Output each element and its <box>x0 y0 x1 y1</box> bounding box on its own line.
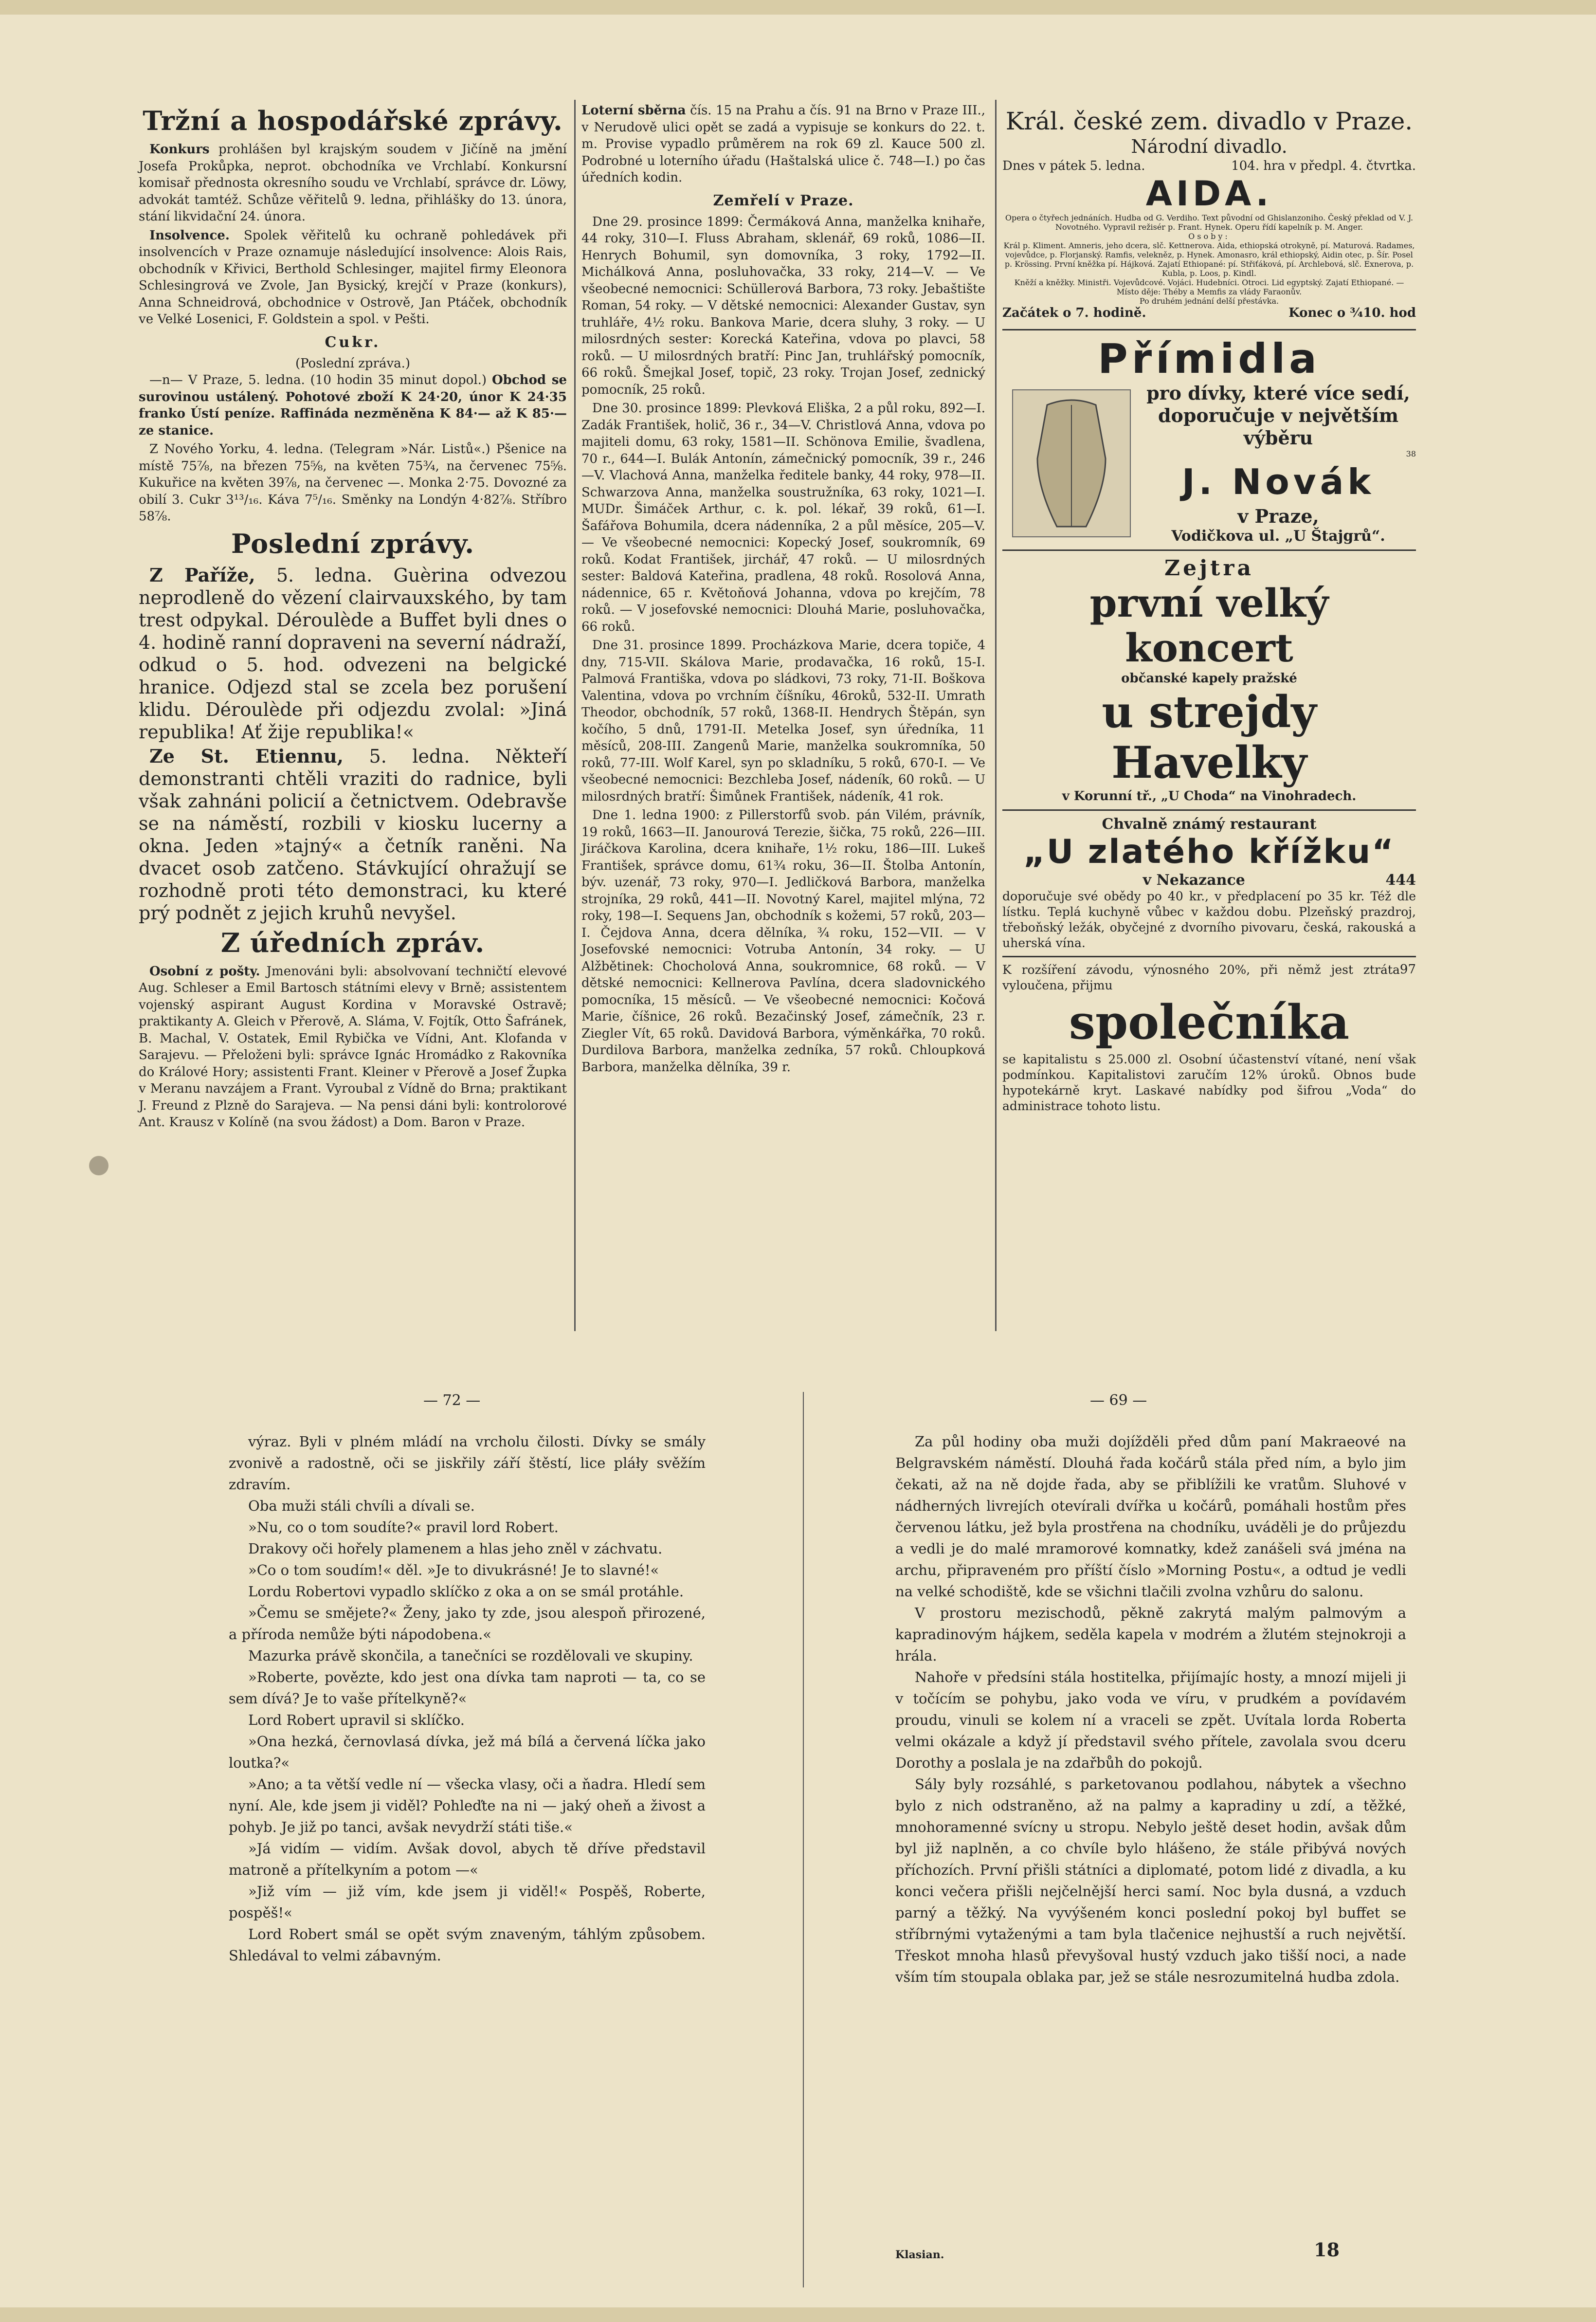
primidla-title: Přímidla <box>1098 335 1321 383</box>
theatre-ad <box>1002 107 1416 320</box>
top-fold <box>0 0 1596 15</box>
heading-office: Z úředních zpráv. <box>220 927 485 958</box>
havelky-title: u strejdy Havelky <box>1102 686 1317 788</box>
theatre-date: Dnes v pátek 5. ledna. <box>1002 159 1145 173</box>
book-paragraph-left: »Již vím — již vím, kde jsem ji viděl!« Pospěš, Roberte, pospěš!« <box>229 1883 706 1921</box>
havelka-ad <box>1002 549 1416 809</box>
partner-ad <box>1002 956 1416 1119</box>
cukr-head: Cukr. <box>325 333 381 351</box>
koncert-title: první velký koncert <box>1089 580 1329 671</box>
heading-market: Tržní a hospodářské zprávy. <box>143 105 563 136</box>
cast-list: Král p. Kliment. Amneris, jeho dcera, slč. Kettnerova. Aida, ethiopská otrokyně, pí. Maturová. Radames, vojevůdce, p. Florjanský. Ramfis, velekněz, p. Hynek. Amonasro, král ethiopský, Aidin otec, p. Šír. Posel p. Krössing. První kněžka pí. Hájková. Zajatí Ethiopané: pí. Střiťáková, pí. Archlebová, slč. Exnerova, p. Kubla, p. Loos, p. Kindl. <box>1003 241 1415 278</box>
opera-title: AIDA. <box>1145 174 1273 214</box>
corset-image <box>1012 389 1131 537</box>
sheet-number: 18 <box>1314 2239 1340 2261</box>
zejtra: Zejtra <box>1164 556 1254 581</box>
corset-icon <box>1013 390 1130 536</box>
opera-desc: Opera o čtyřech jednáních. Hudba od G. Verdiho. Text původní od Ghislanzoniho. Český překlad od V. J. Novotného. Vypravil režisér p. Frant. Hynek. Operu řídí kapelník p. M. Anger. <box>1005 213 1414 232</box>
pariz-text: 5. ledna. Guèrina odvezou neprodleně do vězení clairvauxského, by tam trest odpykal. Déroulède a Buffet byli dnes o 4. hodině ranní dopraveni na severní nádraží, odkud o 5. hod. odvezeni na belgické hranice. Odjezd stal se zcela bez porušení klidu. Déroulède při odjezdu zvolal: »Jiná republika! Ať žije republika!« <box>139 564 567 743</box>
novak-city: v Praze, <box>1237 505 1319 527</box>
book-paragraph-left: Drakovy oči hořely plamenem a hlas jeho zněl v záchvatu. <box>248 1540 663 1557</box>
book-paragraph-left: »Roberte, povězte, kdo jest ona dívka tam naproti — ta, co se sem dívá? Je to vaše přítelkyně?« <box>229 1669 706 1707</box>
deaths-29: Dne 29. prosince 1899: Čermáková Anna, manželka knihaře, 44 roky, 310—I. Fluss Abraham, sklenář, 69 roků, 1086—II. Henrych Bohumil, syn domovníka, 3 roky, 1792—II. Michálková Anna, posluhovačka, 33 roky, 214—V. — Ve všeobecné nemocnici: Schüllerová Barbora, 73 roky. Jebaštište Roman, 54 roky. — V dětské nemocnici: Alexander Gustav, syn truhláře, 4½ roku. Bankova Marie, dcera sluhy, 3 roky. — U milosrdných sester: Korecká Kateřina, vdova po plavci, 58 roků. — U milosrdných bratří: Pinc Jan, truhlářský pomocník, 66 roků. Šmejkal Josef, topič, 23 roky. Trojan Josef, zednický pomocník, 25 roků. <box>581 214 985 397</box>
cukr-note: (Poslední zpráva.) <box>295 356 411 371</box>
insolvence-text: Spolek věřitelů ku ochraně pohledávek při insolvencích v Praze oznamuje následující insolvence: Alois Rais, obchodník v Křivici, Berthold Schlesinger, majitel firmy Eleonora Schlesingrová ve Zvole, Jan Bysický, krejčí v Praze (konkurs), Anna Schneidrová, obchodnice v Ostrově, Jan Ptáček, obchodník ve Velké Losenici, F. Goldstein a spol. v Pešti. <box>139 228 567 327</box>
theatre-count: 104. hra v předpl. 4. čtvrtka. <box>1231 159 1416 173</box>
theatre-end: Konec o ¾10. hod <box>1288 306 1416 320</box>
primidla-text: pro dívky, které více sedí, doporučuje v největším výběru <box>1146 382 1410 449</box>
krizku-title: „U zlatého křížku“ <box>1023 833 1395 871</box>
page-number-right: — 69 — <box>1090 1392 1147 1409</box>
primidla-number: 38 <box>1406 449 1416 458</box>
partner-text: K rozšíření závodu, výnosného 20%, při němž jest ztráta vyloučena, přijmu <box>1002 963 1400 992</box>
novak-name: J. Novák <box>1181 461 1375 502</box>
book-paragraph-left: »Co o tom soudím!« děl. »Je to divukrásné! Je to slavné!« <box>248 1562 659 1578</box>
primidla-ad <box>1002 329 1416 549</box>
book-page-divider <box>803 1392 804 2287</box>
book-paragraph-left: »Čemu se smějete?« Ženy, jako ty zde, jsou alespoň přirozené, a příroda nemůže býti nápodobena.« <box>229 1605 706 1643</box>
osobni-text: Jmenováni byli: absolvovaní techničtí elevové Aug. Schleser a Emil Bartosch státními elevy v Brně; assistentem vojenský aspirant August Kordina v Moravské Ostravě; praktikanty A. Gleich v Přerově, A. Sláma, V. Fojtík, Otto Šafránek, B. Machal, V. Ostatek, Emil Rybička ve Vídni, Ant. Klofanda v Sarajevu. — Přeloženi byli: správce Ignác Hromádko z Rakovníka do Králové Hory; assistenti Frant. Kleiner v Přerově a Josef Župka v Meranu navzájem a Frant. Vyroubal z Vídně do Brna; praktikant J. Freund z Plzně do Sarajeva. — Na pensi dáni byli: kontrolorové Ant. Krausz v Kolíně (na svou žádost) a Dom. Baron v Praze. <box>139 964 567 1130</box>
book-paragraph-left: »Ano; a ta větší vedle ní — všecka vlasy, oči a ňadra. Hledí sem nyní. Ale, kde jsem ji viděl? Pohleďte na ni — jaký oheň a živost a pohyb. Je již po tanci, avšak nevydrží státi tiše.« <box>229 1776 706 1835</box>
book-paragraph-left: »Já vidím — vidím. Avšak dovol, abych tě dříve představil matroně a přítelkyním a potom —« <box>229 1840 706 1878</box>
theatre-sub: Národní divadlo. <box>1131 136 1288 157</box>
book-paragraph-right: V prostoru mezischodů, pěkně zakrytá malým palmovým a kapradinovým hájkem, seděla kapela v modrém a žlutém stejnokroji a hrála. <box>895 1605 1406 1664</box>
deaths-1: Dne 1. ledna 1900: z Pillerstorfů svob. pán Vilém, právník, 19 roků, 1663—II. Janourová Terezie, šička, 75 roků, 226—III. Jiráčkova Karolina, dcera knihaře, 1½ roku, 186—III. Lukeš František, správce domu, 61¾ roku, 36—II. Štolba Antonín, býv. uzenář, 73 roky, 970—I. Jedličková Barbora, manželka strojníka, 29 roků, 441—II. Novotný Karel, majitel mlýna, 72 roky, 198—I. Sequens Jan, obchodník s kožemi, 57 roků, 203—I. Čejdova Anna, dcera dělníka, ¾ roku, 152—VII. — V Josefovské nemocnici: Votruba Antonín, 34 roky. — U Alžbětinek: Chocholová Anna, soukromnice, 68 roků. — V dětské nemocnici: Kellnerova Pavlína, dcera sladovnického pomocníka, 15 měsíců. — Ve všeobecné nemocnici: Kočová Marie, číšnice, 26 roků. Bezačinský Josef, zámečník, 23 r. Ziegler Vít, 65 roků. Davidová Barbora, výměnkářka, 70 roků. Durdilova Barbora, manželka zedníka, 57 roků. Chloupková Barbora, manželka dělníka, 39 r. <box>581 808 985 1075</box>
pariz-lead: Z Paříže, <box>149 564 255 586</box>
cast-extra: Kněží a kněžky. Ministři. Vojevůdcové. Vojáci. Hudebníci. Otroci. Lid egyptský. Zajatí Ethiopané. — Místo děje: Théby a Memfis za vlády Faraonův. <box>1014 278 1404 296</box>
book-paragraph-left: Lordu Robertovi vypadlo sklíčko z oka a on se smál protáhle. <box>248 1583 684 1600</box>
column-ads <box>1002 107 1416 1119</box>
binding-hole <box>89 1156 109 1175</box>
page-number-left: — 72 — <box>423 1392 481 1409</box>
theatre-head: Král. české zem. divadlo v Praze. <box>1005 107 1413 135</box>
loterni-text: čís. 15 na Prahu a čís. 91 na Brno v Praze III., v Nerudově ulici opět se zadá a vypisuje se konkurs do 22. t. m. Provise vypadlo průměrem na rok 69 zl. Kauce 500 zl. Podrobné u loterního úřadu (Haštalská ulice č. 748—I.) po čas úředních kodin. <box>581 103 985 185</box>
etienne-lead: Ze St. Etiennu, <box>149 745 344 767</box>
deaths-31: Dne 31. prosince 1899. Procházkova Marie, dcera topiče, 4 dny, 715-VII. Skálova Marie, prodavačka, 16 roků, 15-I. Palmová Františka, vdova po sládkovi, 73 roky, 71-II. Boškova Valentina, vdova po vrchním číšníku, 46roků, 532-II. Umrath Theodor, obchodník, 57 roků, 1368-II. Hendrych Štěpán, syn kočího, 5 dnů, 1791-II. Metelka Josef, syn úředníka, 11 měsíců, 208-III. Zangenů Marie, manželka soukromníka, 50 roků, 77-III. Wolf Karel, syn po skladníku, 5 roků, 670-I. — Ve všeobecné nemocnici: Bezchleba Josef, nádeník, 60 roků. — U milosrdných bratří: Šimůnek František, nádeník, 41 rok. <box>581 638 985 804</box>
column-deaths <box>581 102 985 1078</box>
book-paragraph-left: Oba muži stáli chvíli a dívali se. <box>248 1498 475 1514</box>
deaths-30: Dne 30. prosince 1899: Plevková Eliška, 2 a půl roku, 892—I. Zadák František, holič, 36 r., 34—V. Christlová Anna, vdova po majiteli domu, 63 roky, 1581—II. Schönova Emilie, švadlena, 70 r., 644—I. Bulák Antonín, zámečnický pomocník, 39 r., 246—V. Vlachová Anna, manželka ředitele banky, 44 roky, 978—II. Schwarzova Anna, manželka soustružníka, 63 roky, 1021—I. MUDr. Šimáček Arthur, c. k. pol. lékař, 39 roků, 61—I. Šafářova Bohumila, dcera nádenníka, 2 a půl měsíce, 205—V. — Ve všeobecné nemocnici: Kopecký Josef, soukromník, 69 roků. Kodat František, jirchář, 47 roků. — U milosrdných sester: Baldová Kateřina, pradlena, 48 roků. Rosolová Anna, nádennice, 65 r. Květoňová Johanna, vdova po krejčím, 78 roků. — V josefovské nemocnici: Dlouhá Marie, posluhovačka, 66 roků. <box>581 401 985 634</box>
cast-head: Osoby: <box>1188 232 1230 241</box>
konkurs-lead: Konkurs <box>149 142 210 157</box>
book-paragraph-left: Mazurka právě skončila, a tanečníci se rozdělovali ve skupiny. <box>248 1647 693 1664</box>
printer-signature: Klasian. <box>895 2249 944 2261</box>
novak-address: Vodičkova ul. „U Štajgrů“. <box>1171 528 1385 545</box>
restaurant-text: doporučuje své obědy po 40 kr., v předplacení po 35 kr. Též dle lístku. Teplá kuchyně vůbec v každou dobu. Plzeňský prazdroj, třeboňský ležák, obyčejné z dvorního pivovaru, česká, rakouská a uherská vína. <box>1002 889 1416 950</box>
book-text-right <box>895 1431 1406 1988</box>
restaurant-ad <box>1002 809 1416 956</box>
newyork-text: Z Nového Yorku, 4. ledna. (Telegram »Nár. Listů«.) Pšenice na místě 75⅞, na březen 75⅝, na květen 75¾, na červenec 75⅝. Kukuřice na květen 39⅞, na červenec —. Monka 2·75. Dovozné za obilí 3. Cukr 3¹³/₁₆. Káva 7⁵/₁₆. Směnky na Londýn 4·82⅞. Stříbro 58⅞. <box>139 442 567 524</box>
book-paragraph-right: Sály byly rozsáhlé, s parketovanou podlahou, nábytek a všechno bylo z nich odstraněno, až na palmy a kapradiny u zdí, a těžké, mnohoramenné svícny u stropu. Nebylo ještě deset hodin, avšak dům byl již naplněn, a co chvíle bylo hlášeno, že stále přibývá nových příchozích. První přišli státníci a diplomaté, potom lidé z divadla, a ku konci večera přišli nejčelnější herci samí. Noc byla dusná, a vzduch parný a těžký. Na vyvýšeném konci poslední pokoj byl buffet se stříbrnými vytaženými a tam byla tlačenice nejhustší a ruch největší. Třeskot mnoha hlasů převyšoval hustý vzduch jako tišší noci, a nade vším tím stoupala oblaka par, jež se stále nesrozumitelná hudba zdola. <box>895 1776 1406 1985</box>
praha-bold: Obchod se surovinou ustálený. Pohotové zboží K 24·20, únor K 24·35 franko Ústí peníze. Raffináda nezměněna K 84·— až K 85·— ze stanice. <box>139 373 567 438</box>
theatre-start: Začátek o 7. hodině. <box>1002 306 1146 320</box>
loterni-lead: Loterní sběrna <box>581 103 686 118</box>
insolvence-lead: Insolvence. <box>149 228 230 243</box>
column-market-news <box>139 102 567 1133</box>
book-paragraph-right: Za půl hodiny oba muži dojížděli před dům paní Makraeové na Belgravském náměstí. Dlouhá řada kočárů stála před ním, a bylo jim čekati, až na ně dojde řada, aby se přiblížili ke vratům. Sluhové v nádherných livrejích otevírali dvířka u kočárů, pomáhali hostům přes červenou látku, jež byla prostřena na chodníku, uváděli je do průjezdu a vedli je do malé mramorové komnatky, kdež zanášeli svá jména na archu, připraveném pro příští číslo »Morning Postu«, a odtud je vedli na velké schodiště, kde se všichni tlačili zvolna vzhůru do salonu. <box>895 1433 1406 1600</box>
partner-title: společníka <box>1069 995 1350 1050</box>
book-paragraph-left: Lord Robert upravil si sklíčko. <box>248 1712 465 1728</box>
book-paragraph-left: »Nu, co o tom soudíte?« pravil lord Robert. <box>248 1519 559 1536</box>
nekazance-number: 444 <box>1385 872 1416 889</box>
intermission: Po druhém jednání delší přestávka. <box>1139 296 1279 306</box>
konkurs-text: prohlášen byl krajským soudem v Jičíně na jmění Josefa Prokůpka, neprot. obchodníka ve Vrchlabí. Konkursní komisař přednosta okresního soudu ve Vrchlabí, správce dr. Löwy, advokát tamtéž. Schůze věřitelů 9. ledna, přihlášky do 13. února, stání likvidační 24. února. <box>139 142 567 224</box>
bottom-fold <box>0 2307 1596 2322</box>
column-rule <box>574 100 576 1331</box>
havelky-address: v Korunní tř., „U Choda“ na Vinohradech. <box>1062 789 1357 804</box>
zemreli-head: Zemřelí v Praze. <box>713 192 854 209</box>
partner-text-2: se kapitalistu s 25.000 zl. Osobní účastenství vítané, není však podmínkou. Kapitalistovi zaručím 12% úroků. Obnos bude hypotekárně kryt. Laskavé nabídky pod šifrou „Voda“ do administrace tohoto listu. <box>1002 1052 1416 1113</box>
book-text-left <box>229 1431 706 1966</box>
nekazance: v Nekazance <box>1143 872 1245 889</box>
partner-number: 97 <box>1399 962 1416 977</box>
book-paragraph-left: výraz. Byli v plném mládí na vrcholu čilosti. Dívky se smály zvonivě a radostně, oči se jiskřily září štěstí, lice pláły svěžím zdravím. <box>229 1433 706 1493</box>
heading-news: Poslední zprávy. <box>231 528 474 559</box>
osobni-lead: Osobní z pošty. <box>149 964 260 979</box>
restaurant-head: Chvalně známý restaurant <box>1102 816 1317 833</box>
praha-line: —n— V Praze, 5. ledna. (10 hodin 35 minut dopol.) <box>149 373 487 387</box>
column-rule <box>995 100 997 1331</box>
book-paragraph-right: Nahoře v předsíni stála hostitelka, přijímajíc hosty, a mnozí mijeli ji v točícím se pohybu, jako voda ve víru, v prudkém a povídavém proudu, vinuli se kolem ní a vraceli se zpět. Uvítala lorda Roberta velmi okázale a když jí představil svého přítele, zavolala svou dceru Dorothy a poslala je na zdařbůh do pokojů. <box>895 1669 1406 1771</box>
etienne-text: 5. ledna. Někteří demonstranti chtěli vraziti do radnice, byli však zahnáni policií a četnictvem. Odebravše se na náměstí, rozbili v kiosku lucerny a okna. Jeden »tajný« a četník raněni. Na dvacet osob zatčeno. Stávkující ohražují se rozhodně proti této demonstraci, ku které prý podnět z jejich kruhů nevyšel. <box>139 745 567 924</box>
book-paragraph-left: »Ona hezká, černovlasá dívka, jež má bílá a červená líčka jako loutka?« <box>229 1733 706 1771</box>
kapela: občanské kapely pražské <box>1121 671 1297 686</box>
book-paragraph-left: Lord Robert smál se opět svým znaveným, táhlým způsobem. Shledával to velmi zábavným. <box>229 1926 706 1964</box>
